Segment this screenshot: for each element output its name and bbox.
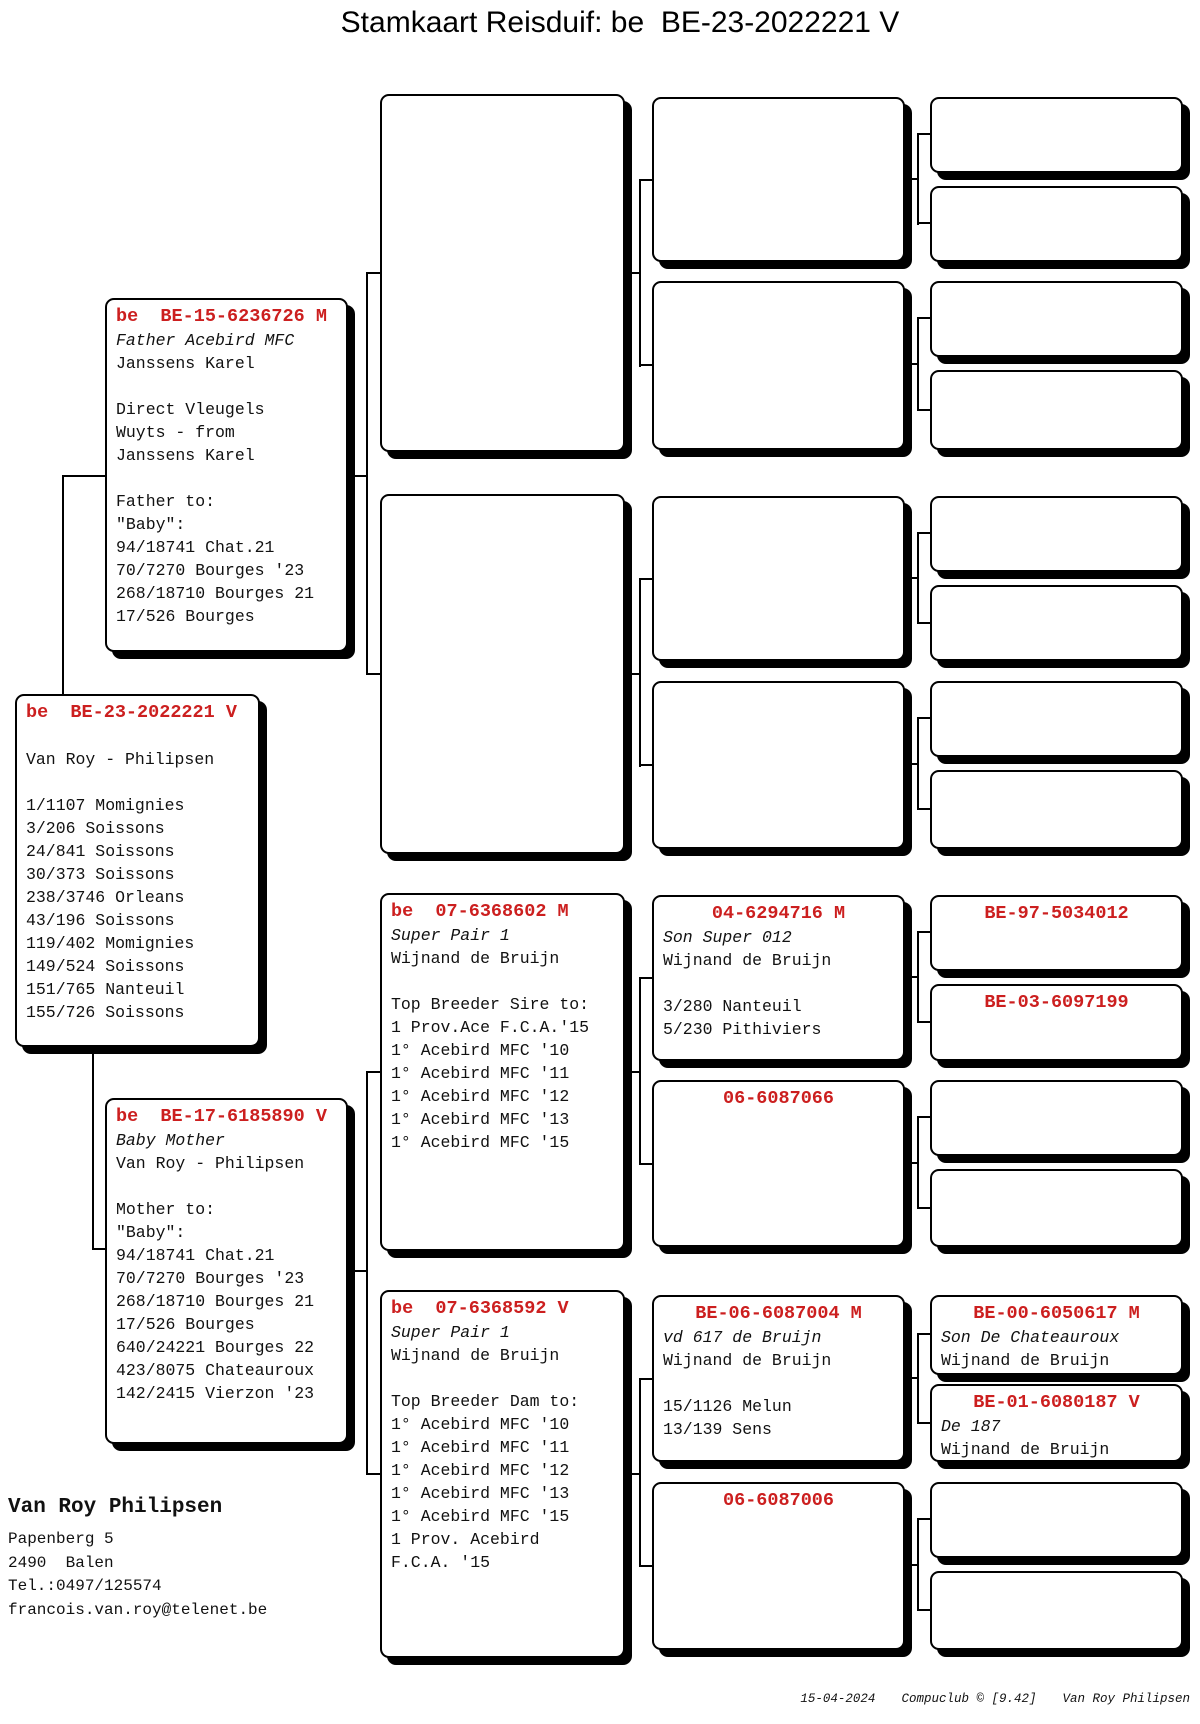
- connector-line: [917, 1116, 930, 1118]
- connector-line: [92, 1045, 94, 1250]
- pedigree-box-ggp6: [652, 1080, 905, 1247]
- bird-name: Son Super 012: [663, 928, 792, 947]
- pedigree-box-ggg11: [930, 1080, 1183, 1156]
- pedigree-text-line: 1° Acebird MFC '12: [391, 1461, 570, 1480]
- pedigree-box-ggp2: [652, 281, 905, 450]
- pedigree-text-line: 268/18710 Bourges 21: [116, 584, 315, 603]
- connector-line: [639, 1378, 641, 1567]
- footer-software: Compuclub © [9.42]: [901, 1692, 1037, 1706]
- pedigree-box-ggg3: [930, 281, 1183, 357]
- pedigree-text-line: 1° Acebird MFC '12: [391, 1087, 570, 1106]
- pedigree-text-line: Top Breeder Dam to:: [391, 1392, 580, 1411]
- connector-line: [366, 1071, 380, 1073]
- pedigree-text-line: 17/526 Bourges: [116, 607, 255, 626]
- pedigree-text-line: 151/765 Nanteuil: [26, 980, 185, 999]
- pedigree-text-line: 70/7270 Bourges '23: [116, 561, 305, 580]
- pedigree-text-line: 142/2415 Vierzon '23: [116, 1384, 315, 1403]
- pedigree-text-line: 1° Acebird MFC '13: [391, 1110, 570, 1129]
- breeder-block: [8, 1496, 267, 1622]
- connector-line: [625, 272, 640, 274]
- connector-line: [366, 1071, 368, 1475]
- pedigree-text-line: Top Breeder Sire to:: [391, 995, 590, 1014]
- connector-line: [905, 1564, 917, 1566]
- connector-line: [917, 931, 930, 933]
- pedigree-text-line: 119/402 Momignies: [26, 934, 195, 953]
- bird-name: Super Pair 1: [391, 926, 510, 945]
- pedigree-box-ggg14: [930, 1384, 1183, 1462]
- connector-line: [625, 1071, 640, 1073]
- ring-number: be BE-15-6236726 M: [116, 306, 327, 327]
- connector-line: [639, 977, 652, 979]
- pedigree-text-line: [663, 1372, 894, 1395]
- pedigree-text-line: 30/373 Soissons: [26, 865, 175, 884]
- connector-line: [366, 673, 380, 675]
- pedigree-text-line: 1/1107 Momignies: [26, 796, 185, 815]
- pedigree-box-ggg12: [930, 1169, 1183, 1247]
- ring-number: 06-6087006: [722, 1490, 835, 1511]
- breeder-phone: Tel.:0497/125574: [8, 1577, 162, 1595]
- pedigree-text-line: [663, 972, 894, 995]
- bird-name: De 187: [941, 1417, 1001, 1436]
- pedigree-box-ggg10: [930, 984, 1183, 1061]
- pedigree-text-line: Wijnand de Bruijn: [663, 951, 832, 970]
- pedigree-text-line: 268/18710 Bourges 21: [116, 1292, 315, 1311]
- connector-line: [905, 577, 917, 579]
- pedigree-text-line: 1 Prov. Acebird: [391, 1530, 540, 1549]
- connector-line: [639, 1378, 652, 1380]
- pedigree-text-line: Van Roy - Philipsen: [116, 1154, 305, 1173]
- pedigree-box-ggg8: [930, 770, 1183, 849]
- connector-line: [917, 1207, 930, 1209]
- connector-line: [917, 532, 919, 624]
- connector-line: [917, 717, 919, 810]
- pedigree-text-line: 155/726 Soissons: [26, 1003, 185, 1022]
- pedigree-text-line: 13/139 Sens: [663, 1420, 772, 1439]
- pedigree-box-maternal-grandmother: [380, 1290, 625, 1658]
- pedigree-box-ggg1: [930, 97, 1183, 173]
- connector-line: [917, 808, 930, 810]
- connector-line: [917, 1333, 919, 1424]
- pedigree-text-line: [391, 1367, 614, 1390]
- connector-line: [348, 1270, 366, 1272]
- breeder-email: francois.van.roy@telenet.be: [8, 1600, 268, 1619]
- connector-line: [62, 475, 64, 696]
- connector-line: [62, 475, 107, 477]
- pedigree-text-line: Wuyts - from: [116, 423, 235, 442]
- bird-name: Son De Chateauroux: [941, 1328, 1120, 1347]
- pedigree-box-ggp8: [652, 1482, 905, 1650]
- footer-date: 15-04-2024: [800, 1692, 876, 1706]
- breeder-address-line2: 2490 Balen: [8, 1553, 114, 1572]
- ring-number: BE-01-6080187 V: [973, 1392, 1140, 1413]
- pedigree-box-ggg5: [930, 496, 1183, 572]
- footer-publisher: Van Roy Philipsen: [1062, 1692, 1190, 1706]
- bird-name: vd 617 de Bruijn: [663, 1328, 822, 1347]
- pedigree-text-line: "Baby":: [116, 1223, 186, 1242]
- pedigree-text-line: Van Roy - Philipsen: [26, 750, 215, 769]
- pedigree-box-ggp1: [652, 97, 905, 262]
- pedigree-box-ggg16: [930, 1571, 1183, 1650]
- pedigree-text-line: Direct Vleugels: [116, 400, 265, 419]
- pedigree-box-ggg7: [930, 681, 1183, 757]
- pedigree-text-line: 43/196 Soissons: [26, 911, 175, 930]
- connector-line: [905, 976, 917, 978]
- connector-line: [917, 317, 930, 319]
- connector-line: [917, 1333, 930, 1335]
- bird-name: Father Acebird MFC: [116, 331, 295, 350]
- ring-number: BE-03-6097199: [984, 992, 1129, 1013]
- pedigree-text-line: [116, 1175, 337, 1198]
- pedigree-box-paternal-grandmother: [380, 494, 625, 854]
- breeder-address-line1: Papenberg 5: [8, 1530, 114, 1548]
- ring-number: be BE-23-2022221 V: [26, 702, 237, 723]
- connector-line: [639, 977, 641, 1165]
- ring-number: BE-06-6087004 M: [695, 1303, 862, 1324]
- pedigree-box-father: [105, 298, 348, 652]
- pedigree-box-ggg4: [930, 370, 1183, 450]
- pedigree-box-ggp4: [652, 681, 905, 849]
- connector-line: [917, 1422, 930, 1424]
- connector-line: [917, 133, 919, 225]
- connector-line: [625, 673, 640, 675]
- pedigree-text-line: 423/8075 Chateauroux: [116, 1361, 315, 1380]
- pedigree-text-line: 1° Acebird MFC '11: [391, 1438, 570, 1457]
- connector-line: [905, 1162, 917, 1164]
- connector-line: [905, 1377, 917, 1379]
- pedigree-box-ggg9: [930, 895, 1183, 971]
- pedigree-text-line: 1° Acebird MFC '15: [391, 1133, 570, 1152]
- pedigree-text-line: [26, 725, 249, 748]
- connector-line: [917, 532, 930, 534]
- pedigree-text-line: [116, 375, 337, 398]
- connector-line: [905, 763, 917, 765]
- connector-line: [917, 622, 930, 624]
- breeder-name: Van Roy Philipsen: [8, 1496, 223, 1519]
- pedigree-box-mother: [105, 1098, 348, 1444]
- pedigree-text-line: 238/3746 Orleans: [26, 888, 185, 907]
- connector-line: [917, 1021, 930, 1023]
- connector-line: [905, 363, 917, 365]
- pedigree-text-line: Mother to:: [116, 1200, 216, 1219]
- bird-name: Baby Mother: [116, 1131, 225, 1150]
- connector-line: [917, 409, 930, 411]
- connector-line: [366, 272, 380, 274]
- pedigree-text-line: 94/18741 Chat.21: [116, 1246, 275, 1265]
- ring-number: be 07-6368592 V: [391, 1298, 569, 1319]
- pedigree-text-line: 1° Acebird MFC '10: [391, 1041, 570, 1060]
- pedigree-text-line: 1° Acebird MFC '13: [391, 1484, 570, 1503]
- pedigree-box-maternal-grandfather: [380, 893, 625, 1251]
- pedigree-text-line: Wijnand de Bruijn: [391, 949, 560, 968]
- pedigree-text-line: 1 Prov.Ace F.C.A.'15: [391, 1018, 590, 1037]
- pedigree-box-ggp7: [652, 1295, 905, 1462]
- pedigree-text-line: Janssens Karel: [116, 354, 255, 373]
- pedigree-text-line: 5/230 Pithiviers: [663, 1020, 822, 1039]
- pedigree-text-line: Wijnand de Bruijn: [941, 1351, 1110, 1370]
- pedigree-text-line: [391, 970, 614, 993]
- connector-line: [917, 1518, 919, 1611]
- ring-number: 06-6087066: [722, 1088, 835, 1109]
- connector-line: [917, 717, 930, 719]
- connector-line: [917, 317, 919, 411]
- pedigree-text-line: 640/24221 Bourges 22: [116, 1338, 315, 1357]
- connector-line: [639, 179, 641, 367]
- ring-number: be 07-6368602 M: [391, 901, 569, 922]
- pedigree-text-line: [26, 771, 249, 794]
- pedigree-text-line: 15/1126 Melun: [663, 1397, 792, 1416]
- connector-line: [625, 1473, 640, 1475]
- connector-line: [366, 272, 368, 675]
- ring-number: BE-97-5034012: [984, 903, 1129, 924]
- ring-number: BE-00-6050617 M: [973, 1303, 1140, 1324]
- pedigree-box-ggg6: [930, 585, 1183, 661]
- ring-number: be BE-17-6185890 V: [116, 1106, 327, 1127]
- connector-line: [639, 364, 652, 366]
- connector-line: [905, 178, 917, 180]
- pedigree-text-line: 24/841 Soissons: [26, 842, 175, 861]
- connector-line: [917, 1518, 930, 1520]
- connector-line: [917, 1609, 930, 1611]
- pedigree-box-ggg13: [930, 1295, 1183, 1375]
- connector-line: [366, 1473, 380, 1475]
- pedigree-text-line: Janssens Karel: [116, 446, 255, 465]
- pedigree-text-line: 3/280 Nanteuil: [663, 997, 802, 1016]
- pedigree-text-line: 1° Acebird MFC '11: [391, 1064, 570, 1083]
- pedigree-box-ggg15: [930, 1482, 1183, 1558]
- connector-line: [639, 1565, 652, 1567]
- pedigree-text-line: F.C.A. '15: [391, 1553, 491, 1572]
- connector-line: [639, 179, 652, 181]
- pedigree-text-line: Wijnand de Bruijn: [391, 1346, 560, 1365]
- connector-line: [639, 578, 641, 767]
- connector-line: [917, 931, 919, 1023]
- connector-line: [917, 1116, 919, 1209]
- pedigree-box-ggg2: [930, 186, 1183, 262]
- pedigree-text-line: 94/18741 Chat.21: [116, 538, 275, 557]
- pedigree-text-line: 3/206 Soissons: [26, 819, 165, 838]
- connector-line: [917, 133, 930, 135]
- pedigree-text-line: 149/524 Soissons: [26, 957, 185, 976]
- connector-line: [639, 764, 652, 766]
- pedigree-box-paternal-grandfather: [380, 94, 625, 452]
- footer: [800, 1692, 1190, 1706]
- bird-name: Super Pair 1: [391, 1323, 510, 1342]
- connector-line: [348, 475, 366, 477]
- pedigree-text-line: 1° Acebird MFC '10: [391, 1415, 570, 1434]
- pedigree-box-ggp5: [652, 895, 905, 1061]
- connector-line: [917, 222, 930, 224]
- pedigree-text-line: Wijnand de Bruijn: [663, 1351, 832, 1370]
- pedigree-text-line: "Baby":: [116, 515, 186, 534]
- pedigree-box-subject: [15, 694, 260, 1047]
- pedigree-box-ggp3: [652, 496, 905, 661]
- ring-number: 04-6294716 M: [711, 903, 846, 924]
- connector-line: [639, 578, 652, 580]
- pedigree-text-line: Father to:: [116, 492, 216, 511]
- pedigree-text-line: [116, 467, 337, 490]
- pedigree-text-line: Wijnand de Bruijn: [941, 1440, 1110, 1459]
- pedigree-text-line: 1° Acebird MFC '15: [391, 1507, 570, 1526]
- page-title: Stamkaart Reisduif: be BE-23-2022221 V: [340, 6, 900, 39]
- pedigree-text-line: 17/526 Bourges: [116, 1315, 255, 1334]
- connector-line: [639, 1163, 652, 1165]
- pedigree-text-line: 70/7270 Bourges '23: [116, 1269, 305, 1288]
